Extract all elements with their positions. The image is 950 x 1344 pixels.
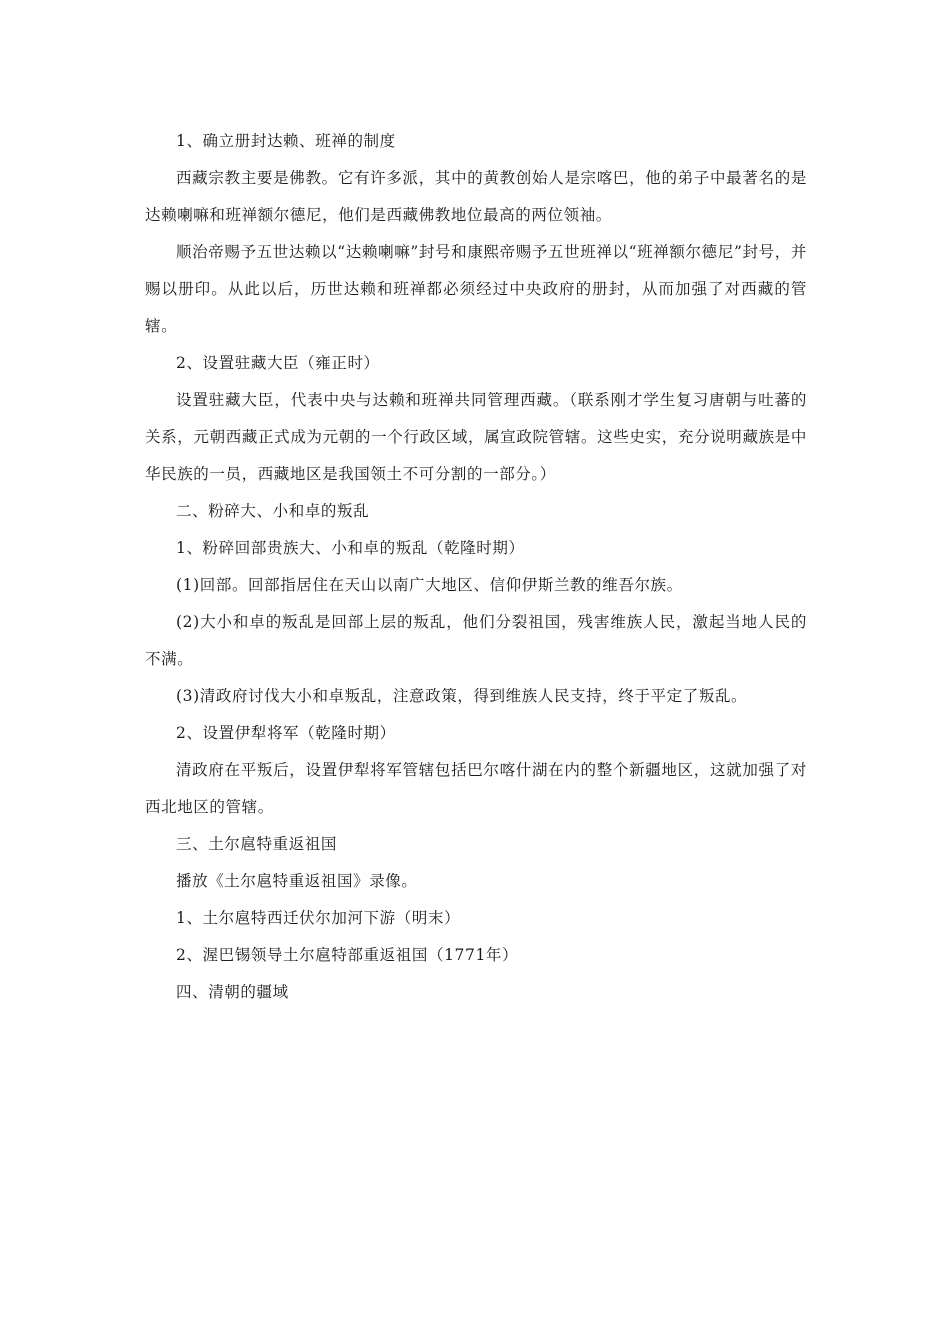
list-item-rebellion-nature: (2)大小和卓的叛乱是回部上层的叛乱，他们分裂祖国，残害维族人民，激起当地人民的不满。 <box>145 613 807 668</box>
list-item-westward-migration: 1、土尔扈特西迁伏尔加河下游（明末） <box>176 909 461 927</box>
heading-dalai-panchen-system: 1、确立册封达赖、班禅的制度 <box>176 132 396 150</box>
paragraph-video: 播放《土尔扈特重返祖国》录像。 <box>176 872 418 890</box>
list-item-huibu: (1)回部。回部指居住在天山以南广大地区、信仰伊斯兰教的维吾尔族。 <box>176 576 683 594</box>
list-item-suppression: (3)清政府讨伐大小和卓叛乱，注意政策，得到维族人民支持，终于平定了叛乱。 <box>176 687 748 705</box>
paragraph-resident-minister: 设置驻藏大臣，代表中央与达赖和班禅共同管理西藏。（联系刚才学生复习唐朝与吐蕃的关系，元朝西藏正式成为元朝的一个行政区域，属宣政院管辖。这些史实，充分说明藏族是中华民族的一员，西藏地区是我国领土不可分割的一部分。） <box>145 391 807 483</box>
section-heading-torghut: 三、土尔扈特重返祖国 <box>176 835 338 853</box>
paragraph-titles-granted: 顺治帝赐予五世达赖以“达赖喇嘛”封号和康熙帝赐予五世班禅以“班禅额尔德尼”封号，并赐以册印。从此以后，历世达赖和班禅都必须经过中央政府的册封，从而加强了对西藏的管辖。 <box>145 243 807 335</box>
heading-yili-general: 2、设置伊犁将军（乾隆时期） <box>176 724 396 742</box>
list-item-return: 2、渥巴锡领导土尔扈特部重返祖国（1771年） <box>176 946 519 964</box>
section-heading-rebellion: 二、粉碎大、小和卓的叛乱 <box>176 502 370 520</box>
document-body <box>145 123 807 1011</box>
heading-crush-rebellion: 1、粉碎回部贵族大、小和卓的叛乱（乾隆时期） <box>176 539 525 557</box>
paragraph-yili-general: 清政府在平叛后，设置伊犁将军管辖包括巴尔喀什湖在内的整个新疆地区，这就加强了对西北地区的管辖。 <box>145 761 807 816</box>
heading-resident-minister: 2、设置驻藏大臣（雍正时） <box>176 354 380 372</box>
section-heading-territory: 四、清朝的疆域 <box>176 983 289 1001</box>
paragraph-tibet-religion: 西藏宗教主要是佛教。它有许多派，其中的黄教创始人是宗喀巴，他的弟子中最著名的是达赖喇嘛和班禅额尔德尼，他们是西藏佛教地位最高的两位领袖。 <box>145 169 807 224</box>
